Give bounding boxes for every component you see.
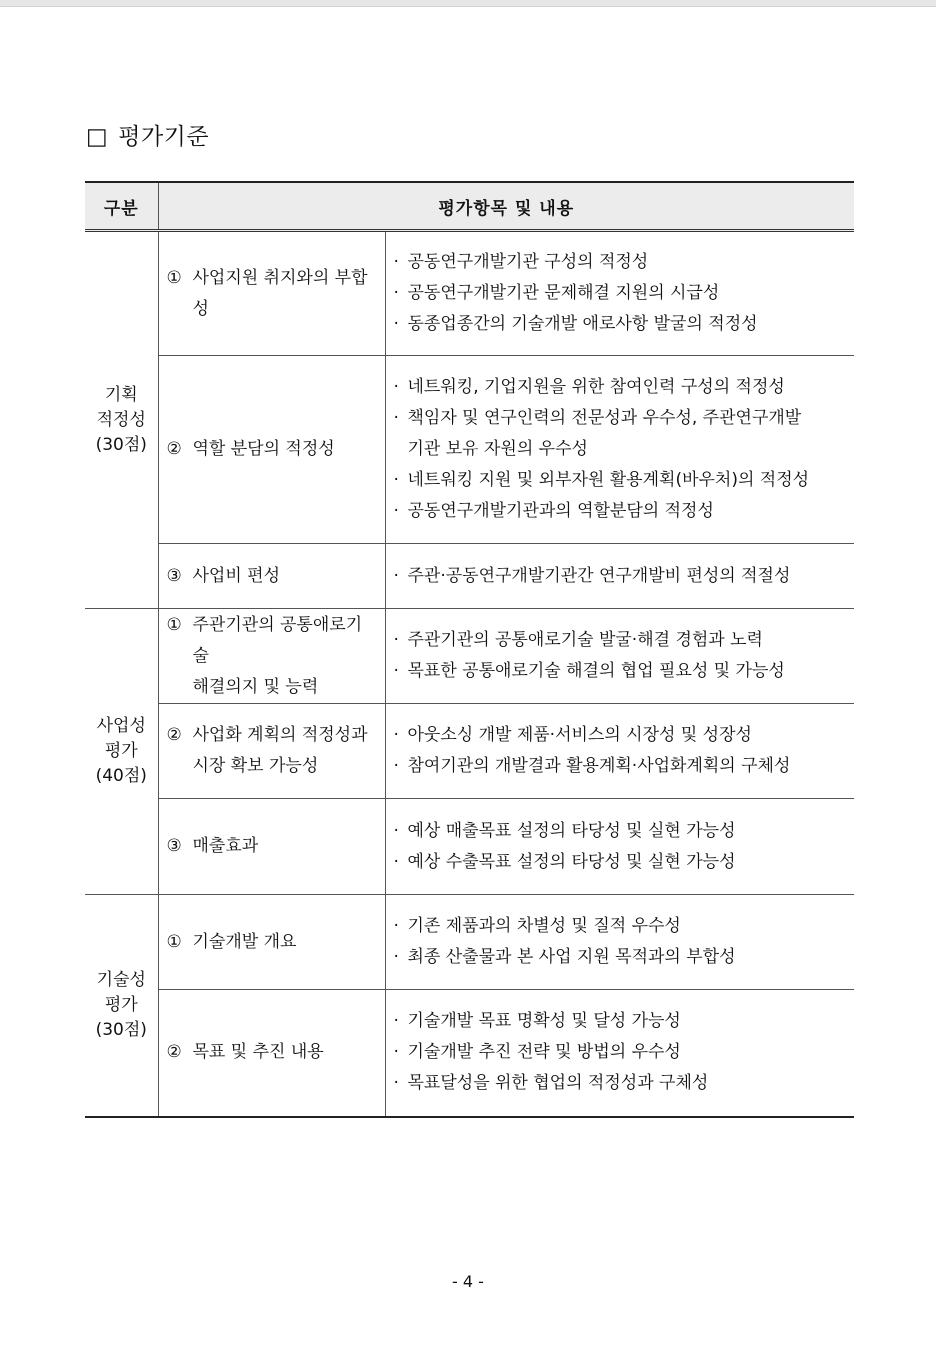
group-score: (30점)	[95, 434, 147, 455]
item-number: ②	[166, 439, 182, 459]
item-label: 목표 및 추진 내용	[192, 1042, 324, 1063]
bullet-item	[394, 403, 849, 434]
description-cell	[385, 609, 854, 704]
bullet-text: 주관·공동연구개발기관간 연구개발비 편성의 적절성	[407, 565, 791, 586]
item-cell	[158, 895, 385, 990]
item-label: 역할 분담의 적정성	[192, 439, 335, 459]
header-category: 구분	[85, 182, 158, 231]
bullet-mark: ·	[393, 1042, 399, 1063]
bullet-mark: ·	[393, 661, 399, 681]
item-cell	[158, 609, 385, 704]
item-label: 기술개발 개요	[192, 931, 297, 952]
bullet-text: 공동연구개발기관과의 역할분담의 적정성	[407, 501, 714, 521]
bullet-mark: ·	[393, 756, 399, 776]
bullet-text: 기존 제품과의 차별성 및 질적 우수성	[407, 916, 681, 936]
bullet-item	[394, 1037, 849, 1068]
item-cell	[158, 544, 385, 609]
bullet-item	[394, 496, 849, 527]
bullet-text: 기술개발 추진 전략 및 방법의 우수성	[407, 1042, 681, 1063]
bullet-item	[394, 309, 849, 340]
item-number: ③	[166, 836, 182, 856]
group-name-line: 적정성	[96, 409, 146, 430]
description-cell	[385, 231, 854, 356]
item-cell	[158, 990, 385, 1117]
bullet-item	[394, 278, 849, 309]
bullet-text: 동종업종간의 기술개발 애로사항 발굴의 적정성	[407, 314, 758, 334]
bullet-item	[394, 1006, 849, 1037]
bullet-text: 주관기관의 공통애로기술 발굴·해결 경험과 노력	[407, 630, 763, 650]
bullet-mark: ·	[393, 565, 399, 586]
evaluation-criteria-table	[85, 181, 854, 1118]
group-cell-business	[85, 609, 158, 895]
bullet-text: 책임자 및 연구인력의 전문성과 우수성, 주관연구개발	[407, 408, 802, 428]
bullet-item	[394, 1068, 849, 1099]
bullet-text: 최종 산출물과 본 사업 지원 목적과의 부합성	[407, 947, 736, 967]
bullet-mark: ·	[393, 283, 399, 303]
bullet-item	[394, 816, 849, 847]
bullet-text: 목표달성을 위한 협업의 적정성과 구체성	[407, 1073, 709, 1094]
bullet-item	[394, 247, 849, 278]
bullet-mark: ·	[393, 377, 399, 397]
page-number: - 4 -	[452, 1272, 484, 1291]
group-cell-technology	[85, 895, 158, 1117]
description-cell	[385, 895, 854, 990]
bullet-mark: ·	[393, 947, 399, 967]
bullet-item	[394, 465, 849, 496]
bullet-text: 네트워킹, 기업지원을 위한 참여인력 구성의 적정성	[407, 377, 785, 397]
header-items: 평가항목 및 내용	[158, 182, 854, 231]
bullet-item	[394, 751, 849, 782]
item-cell	[158, 231, 385, 356]
bullet-text: 공동연구개발기관 구성의 적정성	[407, 252, 649, 272]
item-label-continuation: 시장 확보 가능성	[192, 756, 319, 776]
bullet-text: 예상 매출목표 설정의 타당성 및 실현 가능성	[407, 820, 736, 841]
item-label: 매출효과	[192, 836, 259, 856]
bullet-text: 네트워킹 지원 및 외부자원 활용계획(바우처)의 적정성	[407, 470, 810, 490]
group-name-line: 평가	[104, 741, 138, 761]
bullet-text: 공동연구개발기관 문제해결 지원의 시급성	[407, 283, 720, 303]
bullet-mark: ·	[393, 314, 399, 334]
table-row	[85, 609, 854, 704]
bullet-item	[394, 656, 849, 687]
table-row	[85, 704, 854, 799]
table-row	[85, 895, 854, 990]
item-label: 사업지원 취지와의 부합성	[192, 267, 368, 319]
group-name-line: 사업성	[96, 716, 146, 736]
group-name-line: 평가	[104, 994, 138, 1015]
bullet-item	[394, 372, 849, 403]
bullet-mark: ·	[393, 1073, 399, 1094]
bullet-text: 아웃소싱 개발 제품·서비스의 시장성 및 성장성	[407, 725, 752, 745]
viewer-top-bar	[0, 0, 936, 7]
bullet-mark: ·	[393, 630, 399, 650]
table-row	[85, 799, 854, 895]
bullet-item	[394, 720, 849, 751]
bullet-item	[394, 911, 849, 942]
bullet-mark: ·	[393, 252, 399, 272]
table-row	[85, 544, 854, 609]
section-title: 평가기준	[118, 124, 210, 150]
bullet-mark: ·	[393, 501, 399, 521]
bullet-item	[394, 625, 849, 656]
group-name-line: 기획	[104, 384, 138, 405]
item-number: ①	[166, 931, 182, 952]
item-label: 사업비 편성	[192, 565, 281, 586]
item-cell	[158, 799, 385, 895]
group-score: (30점)	[95, 1019, 147, 1040]
item-label-continuation: 해결의지 및 능력	[192, 676, 319, 697]
item-number: ③	[166, 565, 182, 586]
bullet-mark: ·	[393, 916, 399, 936]
item-number: ②	[166, 725, 182, 745]
bullet-mark: ·	[393, 820, 399, 841]
group-name-line: 기술성	[96, 969, 146, 990]
bullet-continuation: 기관 보유 자원의 우수성	[407, 439, 588, 459]
bullet-mark: ·	[393, 470, 399, 490]
bullet-text: 기술개발 목표 명확성 및 달성 가능성	[407, 1011, 681, 1032]
item-cell	[158, 356, 385, 544]
item-label: 사업화 계획의 적정성과	[192, 725, 368, 745]
bullet-item	[394, 847, 849, 878]
item-label: 주관기관의 공통애로기술	[192, 614, 363, 666]
table-row	[85, 231, 854, 356]
bullet-item	[394, 561, 849, 592]
table-row	[85, 356, 854, 544]
description-cell	[385, 990, 854, 1117]
description-cell	[385, 704, 854, 799]
section-heading	[86, 118, 209, 151]
bullet-mark: ·	[393, 725, 399, 745]
bullet-text: 참여기관의 개발결과 활용계획·사업화계획의 구체성	[407, 756, 791, 776]
table-header-row	[85, 182, 854, 231]
bullet-mark: ·	[393, 1011, 399, 1032]
group-cell-planning	[85, 231, 158, 609]
description-cell	[385, 544, 854, 609]
bullet-text: 목표한 공통애로기술 해결의 협업 필요성 및 가능성	[407, 661, 785, 681]
group-score: (40점)	[95, 766, 147, 786]
square-bullet-icon: □	[86, 124, 109, 150]
bullet-mark: ·	[393, 408, 399, 428]
bullet-mark: ·	[393, 851, 399, 872]
bullet-item	[394, 942, 849, 973]
item-number: ①	[166, 267, 182, 288]
bullet-text: 예상 수출목표 설정의 타당성 및 실현 가능성	[407, 851, 736, 872]
item-cell	[158, 704, 385, 799]
description-cell	[385, 356, 854, 544]
item-number: ①	[166, 614, 182, 635]
item-number: ②	[166, 1042, 182, 1063]
description-cell	[385, 799, 854, 895]
table-row	[85, 990, 854, 1117]
